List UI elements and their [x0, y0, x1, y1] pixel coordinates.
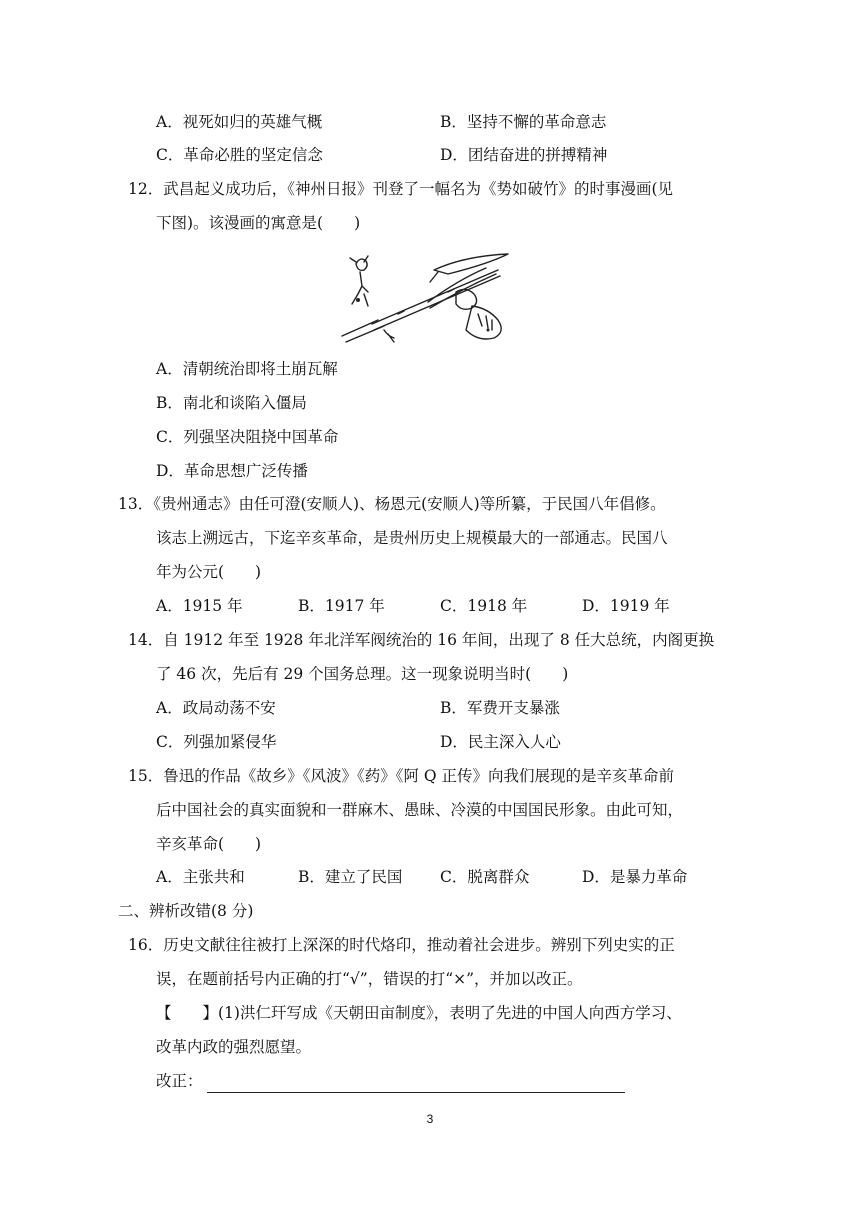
q15-stem-line3: 辛亥革命( ): [156, 835, 262, 853]
correction-label: 改正：: [156, 1072, 203, 1090]
q15-stem-line1: 15．鲁迅的作品《故乡》《风波》《药》《阿 Q 正传》向我们展现的是辛亥革命前: [128, 767, 675, 785]
q15-stem-line2: 后中国社会的真实面貌和一群麻木、愚昧、冷漠的中国国民形象。由此可知，: [156, 801, 684, 819]
q12-option-c: C．列强坚决阻挠中国革命: [156, 428, 339, 446]
q12-stem-line1: 12．武昌起义成功后，《神州日报》刊登了一幅名为《势如破竹》的时事漫画(见: [128, 180, 674, 198]
correction-line[interactable]: [156, 1069, 625, 1093]
q13-option-d: D．1919 年: [582, 597, 670, 615]
correction-blank[interactable]: [207, 1076, 625, 1093]
q11-option-b: B．坚持不懈的革命意志: [440, 113, 607, 131]
q16-item1-line2: 改革内政的强烈愿望。: [156, 1038, 312, 1056]
q11-option-a: A．视死如归的英雄气概: [156, 113, 323, 131]
q11-option-d: D．团结奋进的拼搏精神: [440, 146, 608, 164]
q15-option-c: C．脱离群众: [440, 868, 530, 886]
q13-option-b: B．1917 年: [298, 597, 385, 615]
q13-stem-line3: 年为公元( ): [156, 563, 262, 581]
q14-stem-line1: 14．自 1912 年至 1928 年北洋军阀统治的 16 年间，出现了 8 任大总统，内阁更换: [128, 631, 715, 649]
q11-option-c: C．革命必胜的坚定信念: [156, 146, 323, 164]
q16-item1-line1: 【 】(1)洪仁玕写成《天朝田亩制度》，表明了先进的中国人向西方学习、: [156, 1004, 682, 1022]
section-heading: 二、辨析改错(8 分): [118, 902, 254, 920]
q14-stem-line2: 了 46 次，先后有 29 个国务总理。这一现象说明当时( ): [156, 665, 569, 683]
page-number: 3: [426, 1112, 434, 1126]
q15-option-b: B．建立了民国: [298, 868, 403, 886]
q15-option-d: D．是暴力革命: [582, 868, 688, 886]
q13-option-a: A．1915 年: [156, 597, 243, 615]
q14-option-c: C．列强加紧侵华: [156, 733, 277, 751]
q15-option-a: A．主张共和: [156, 868, 245, 886]
q14-option-d: D．民主深入人心: [440, 733, 561, 751]
q16-stem-line2: 误，在题前括号内正确的打“√”，错误的打“×”，并加以改正。: [156, 970, 583, 988]
cartoon-bamboo-figure: [338, 250, 522, 344]
q12-option-b: B．南北和谈陷入僵局: [156, 394, 307, 412]
q12-stem-line2: 下图)。该漫画的寓意是( ): [156, 214, 361, 232]
q12-option-a: A．清朝统治即将土崩瓦解: [156, 360, 338, 378]
q12-option-d: D．革命思想广泛传播: [156, 462, 308, 480]
q13-stem-line1: 13．《贵州通志》由任可澄(安顺人)、杨恩元(安顺人)等所纂，于民国八年倡修。: [118, 495, 666, 513]
q14-option-a: A．政局动荡不安: [156, 699, 276, 717]
q16-stem-line1: 16．历史文献往往被打上深深的时代烙印，推动着社会进步。辨别下列史实的正: [128, 936, 675, 954]
q14-option-b: B．军费开支暴涨: [440, 699, 560, 717]
q13-stem-line2: 该志上溯远古，下迄辛亥革命，是贵州历史上规模最大的一部通志。民国八: [156, 529, 668, 547]
q13-option-c: C．1918 年: [440, 597, 528, 615]
